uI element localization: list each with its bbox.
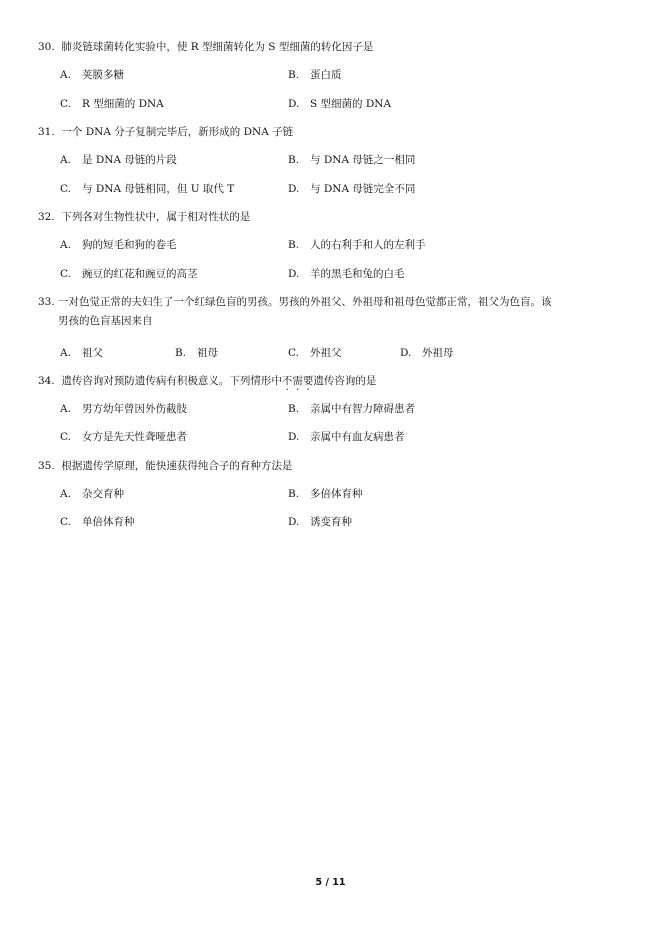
option-a[interactable]: A. 荚膜多糖: [60, 69, 124, 81]
question-stem-continued: 男孩的色盲基因来自: [58, 315, 153, 327]
question-stem: 一个 DNA 分子复制完毕后，新形成的 DNA 子链: [61, 126, 294, 138]
option-a[interactable]: A. 狗的短毛和狗的卷毛: [60, 239, 177, 251]
option-a[interactable]: A. 杂交育种: [60, 488, 124, 500]
option-b[interactable]: B. 亲属中有智力障碍患者: [288, 403, 415, 415]
question-number: 35.: [38, 460, 55, 472]
option-b[interactable]: B. 蛋白质: [288, 69, 342, 81]
option-b[interactable]: B. 多倍体育种: [288, 488, 363, 500]
option-d[interactable]: D. 羊的黑毛和兔的白毛: [288, 268, 405, 280]
question-31: [38, 125, 628, 140]
option-a[interactable]: A. 是 DNA 母链的片段: [60, 154, 177, 166]
option-a[interactable]: A. 祖父: [60, 347, 103, 359]
question-stem: 肺炎链球菌转化实验中，使 R 型细菌转化为 S 型细菌的转化因子是: [61, 41, 374, 53]
option-c[interactable]: C. 豌豆的红花和豌豆的高茎: [60, 268, 198, 280]
question-number: 31.: [38, 126, 55, 138]
question-stem: 一对色觉正常的夫妇生了一个红绿色盲的男孩。男孩的外祖父、外祖母和祖母色觉都正常，祖父为色盲。该: [58, 296, 552, 308]
option-c[interactable]: C. 女方是先天性聋哑患者: [60, 431, 187, 443]
question-stem: 下列各对生物性状中，属于相对性状的是: [61, 211, 251, 223]
option-b[interactable]: B. 人的右利手和人的左利手: [288, 239, 426, 251]
question-number: 32.: [38, 211, 55, 223]
option-d[interactable]: D. 与 DNA 母链完全不同: [288, 183, 416, 195]
question-33: [38, 295, 628, 329]
question-32: [38, 210, 628, 225]
emphasized-text: 不需要: [281, 375, 314, 387]
question-number: 34.: [38, 375, 55, 387]
option-d[interactable]: D. 亲属中有血友病患者: [288, 431, 405, 443]
option-d[interactable]: D. 外祖母: [400, 347, 454, 359]
option-c[interactable]: C. 外祖父: [288, 347, 342, 359]
option-a[interactable]: A. 男方幼年曾因外伤截肢: [60, 403, 187, 415]
question-30: [38, 40, 628, 55]
page-number: 5 / 11: [315, 877, 346, 888]
question-stem: 根据遗传学原理，能快速获得纯合子的育种方法是: [61, 460, 293, 472]
option-d[interactable]: D. 诱变育种: [288, 516, 352, 528]
option-c[interactable]: C. 单倍体育种: [60, 516, 135, 528]
question-number: 33.: [38, 296, 55, 308]
option-c[interactable]: C. R 型细菌的 DNA: [60, 98, 164, 110]
option-c[interactable]: C. 与 DNA 母链相同，但 U 取代 T: [60, 183, 235, 195]
question-34: 34. 遗传咨询对预防遗传病有积极意义。下列情形中不需要遗传咨询的是: [38, 375, 377, 387]
option-d[interactable]: D. S 型细菌的 DNA: [288, 98, 392, 110]
option-b[interactable]: B. 祖母: [175, 347, 218, 359]
question-number: 30.: [38, 41, 55, 53]
option-b[interactable]: B. 与 DNA 母链之一相同: [288, 154, 416, 166]
question-stem: 遗传咨询对预防遗传病有积极意义。下列情形中: [61, 375, 282, 387]
question-35: [38, 459, 628, 474]
